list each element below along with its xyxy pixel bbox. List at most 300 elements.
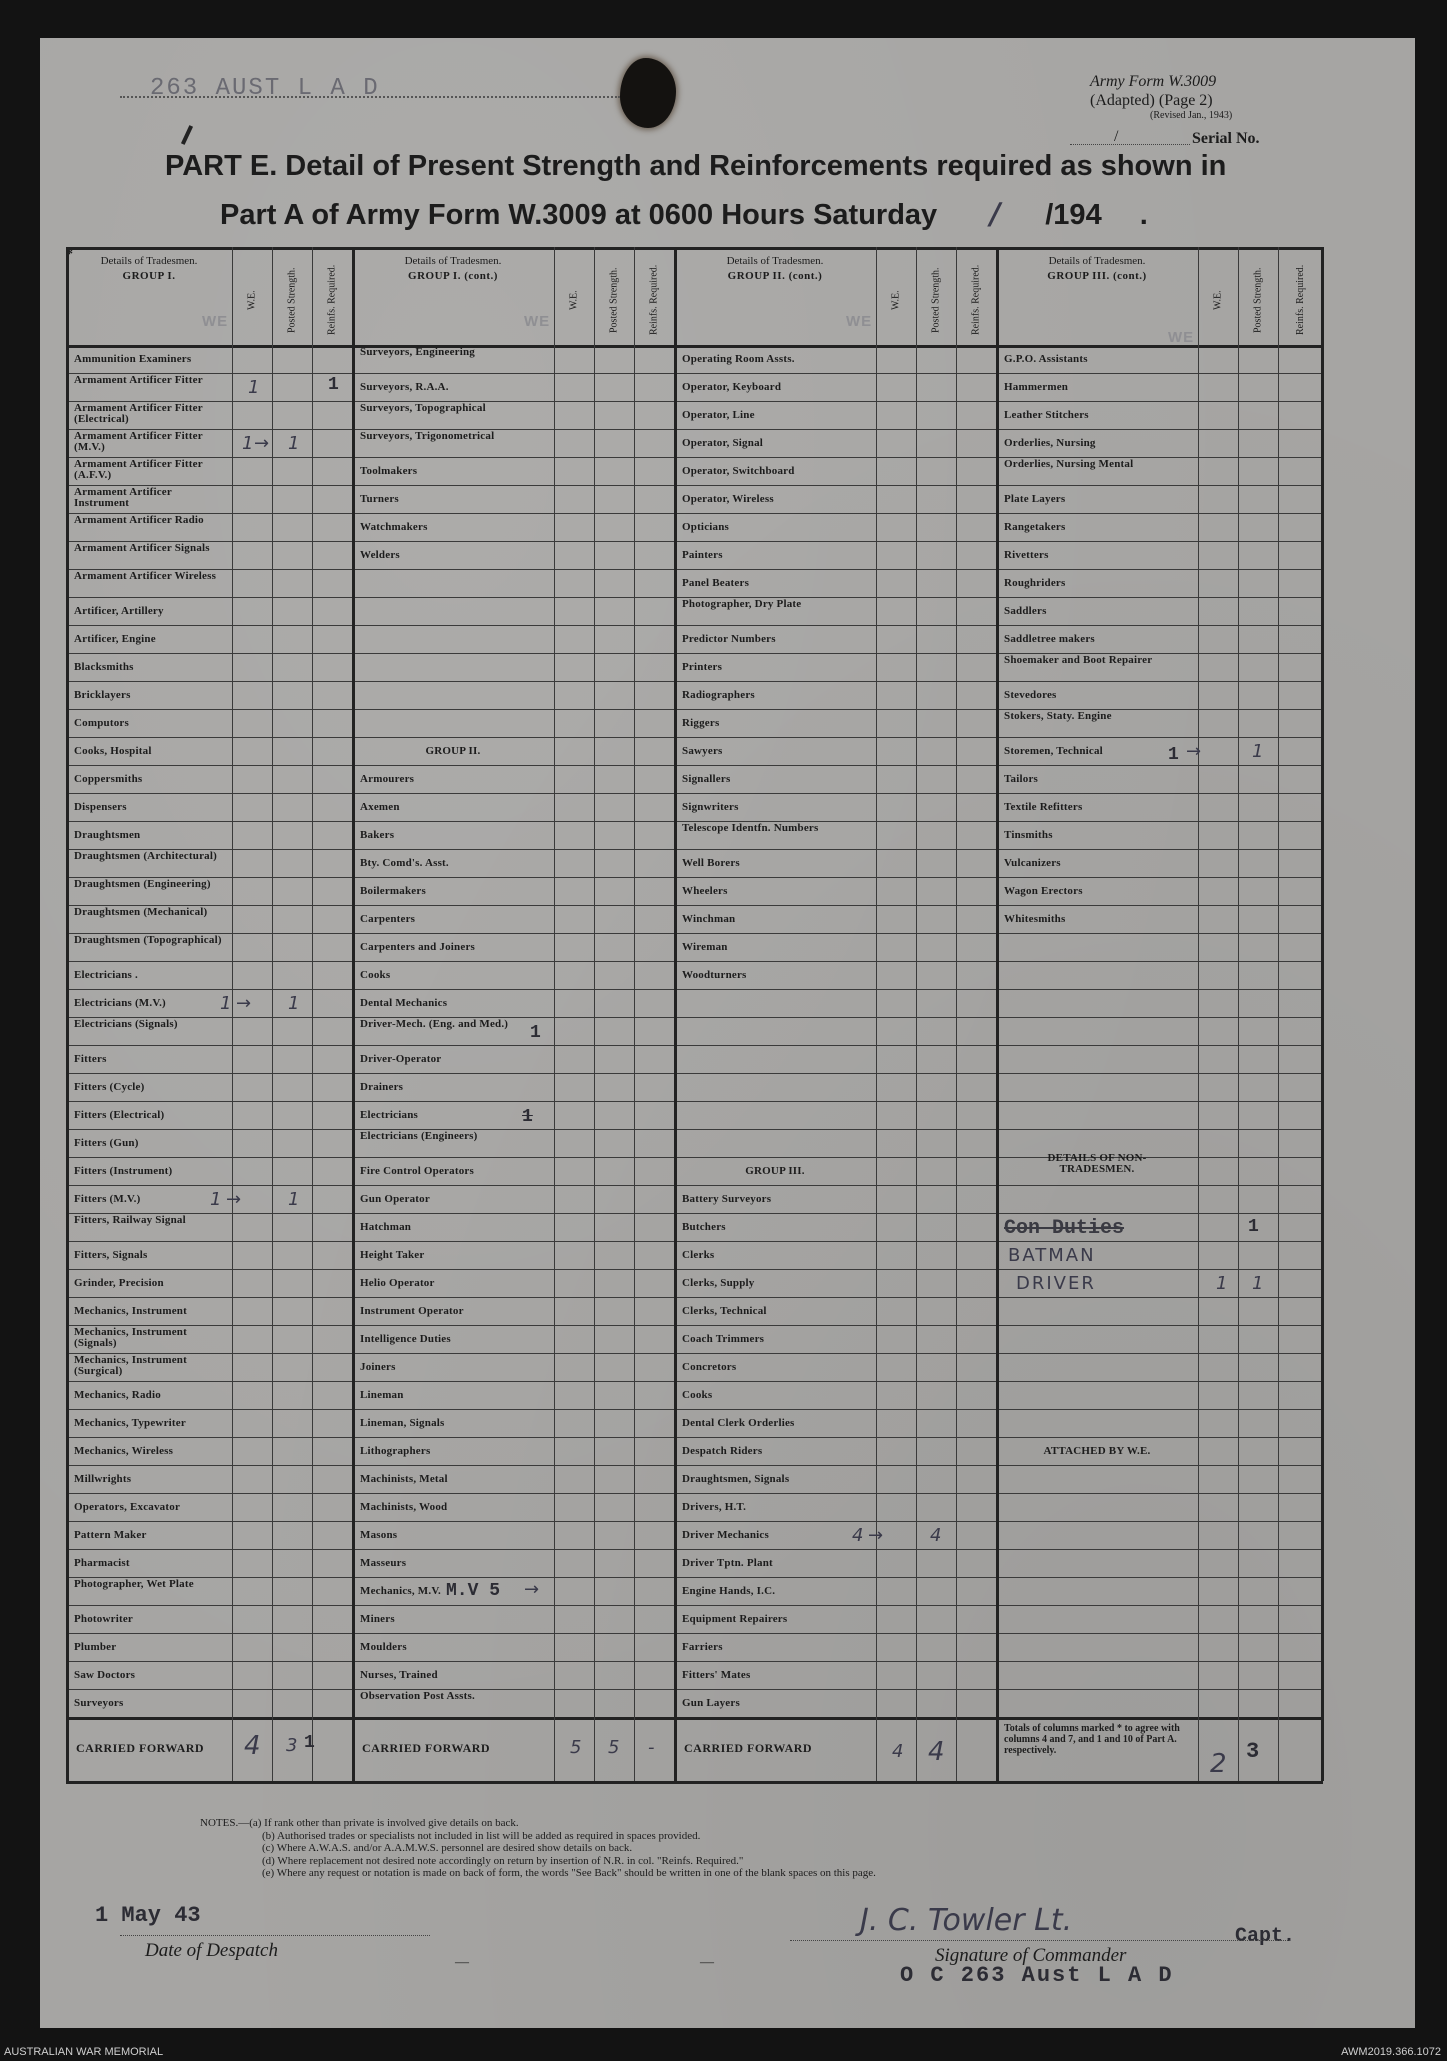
col1-row-label: Photowriter: [74, 1613, 134, 1625]
despatch-label: Date of Despatch: [145, 1940, 278, 1961]
col1-row-label: Electricians (Signals): [74, 1018, 178, 1030]
row-divider: [66, 429, 1323, 430]
entry-we: 1: [220, 993, 232, 1014]
col4-row-label: DETAILS OF NON-TRADESMEN.: [1047, 1152, 1147, 1175]
row-divider: [66, 1633, 1323, 1634]
cf-reinf: -: [648, 1737, 655, 1758]
col1-row-label: Draughtsmen: [74, 829, 141, 841]
details-of-tradesmen-label: Details of Tradesmen.: [1048, 255, 1146, 267]
col3-row-label: Coach Trimmers: [682, 1333, 765, 1345]
col2-row-label: Instrument Operator: [360, 1305, 464, 1317]
details-header: [674, 255, 876, 282]
col2-row-label: Electricians: [360, 1109, 418, 1121]
col4-row-label: Rangetakers: [1004, 521, 1066, 533]
despatch-date: 1 May 43: [95, 1903, 201, 1928]
notes-block: [200, 1817, 1320, 1880]
col1-row-label: Mechanics, Instrument (Surgical): [74, 1354, 187, 1377]
we-header: W.E.: [246, 290, 258, 310]
posted-header: Posted Strength.: [286, 267, 298, 333]
col2-row-label: Bty. Comd's. Asst.: [360, 857, 449, 869]
note-d: (d) Where replacement not desired note accordingly on return by insertion of N.R. in col. "Reinfs. Required.": [262, 1854, 744, 1867]
serial-slash: /: [1114, 128, 1119, 145]
entry-typed: M.V 5: [446, 1581, 501, 1601]
col2-row-label: Nurses, Trained: [360, 1669, 438, 1681]
row-divider: [66, 1325, 1323, 1326]
entry-handwritten: BATMAN: [1008, 1245, 1096, 1266]
details-of-tradesmen-label: Details of Tradesmen.: [100, 255, 198, 267]
col3-row-label: Predictor Numbers: [682, 633, 776, 645]
signature-label: Signature of Commander: [935, 1945, 1127, 1966]
row-divider: [66, 1101, 1323, 1102]
rank-capt: Capt.: [1235, 1925, 1296, 1948]
col1-row-label: Fitters (M.V.): [74, 1193, 141, 1205]
we-header: W.E.: [890, 290, 902, 310]
col2-row-label: Boilermakers: [360, 885, 426, 897]
col1-row-label: Mechanics, Instrument: [74, 1305, 187, 1317]
col4-row-label: G.P.O. Assistants: [1004, 353, 1088, 365]
col3-row-label: Operator, Switchboard: [682, 465, 795, 477]
col2-row-label: Joiners: [360, 1361, 396, 1373]
entry-we: 1: [248, 377, 260, 398]
col3-row-label: Signallers: [682, 773, 731, 785]
col4-row-label: ATTACHED BY W.E.: [1043, 1445, 1151, 1457]
col3-row-label: Signwriters: [682, 801, 739, 813]
col3-row-label: Despatch Riders: [682, 1445, 763, 1457]
signature-dotted-line: [790, 1940, 1290, 1941]
commander-signature: J. C. Towler Lt.: [860, 1903, 1073, 1938]
note-c: (c) Where A.W.A.S. and/or A.A.M.W.S. personnel are desired show details on back.: [262, 1842, 633, 1854]
column-divider: [66, 247, 69, 1781]
title-line-2: [220, 197, 1370, 232]
col1-row-label: Artificer, Artillery: [74, 605, 164, 617]
col4-row-label: Tailors: [1004, 773, 1039, 785]
col4-row-label: Hammermen: [1004, 381, 1069, 393]
col2-row-label: Machinists, Wood: [360, 1501, 448, 1513]
col4-row-label: Wagon Erectors: [1004, 885, 1083, 897]
column-divider: [634, 247, 635, 1781]
row-divider: [66, 1045, 1323, 1046]
col3-row-label: Clerks: [682, 1249, 715, 1261]
col3-row-label: Painters: [682, 549, 723, 561]
unit-name-typed: 263 AUST L A D: [150, 75, 380, 102]
row-divider: [66, 1353, 1323, 1354]
title-year: /194: [1045, 199, 1102, 231]
col1-row-label: Mechanics, Wireless: [74, 1445, 174, 1457]
posted-header: Posted Strength.: [608, 267, 620, 333]
col3-row-label: Cooks: [682, 1389, 713, 1401]
archive-right-label: AWM2019.366.1072: [1341, 2046, 1441, 2058]
row-divider: [66, 1269, 1323, 1270]
col1-row-label: Dispensers: [74, 801, 127, 813]
row-divider: [66, 877, 1323, 878]
carried-forward-label: CARRIED FORWARD: [684, 1741, 813, 1755]
col2-row-label: Electricians (Engineers): [360, 1130, 478, 1142]
entry-posted: 1: [1252, 741, 1264, 762]
col1-row-label: Coppersmiths: [74, 773, 143, 785]
entry-arrow: →: [868, 1525, 884, 1546]
col4-row-label: Orderlies, Nursing Mental: [1004, 458, 1134, 470]
col2-row-label: Height Taker: [360, 1249, 425, 1261]
entry-handwritten: DRIVER: [1016, 1273, 1096, 1294]
row-divider: [66, 401, 1323, 402]
row-divider: [66, 1465, 1323, 1466]
col2-row-label: Surveyors, Engineering: [360, 346, 476, 358]
col3-row-label: Concretors: [682, 1361, 737, 1373]
group-label: GROUP II. (cont.): [727, 270, 823, 282]
group-label: GROUP I.: [122, 270, 176, 282]
col3-row-label: Draughtsmen, Signals: [682, 1473, 790, 1485]
cf-reinf: 1: [304, 1733, 315, 1753]
details-of-tradesmen-label: Details of Tradesmen.: [404, 255, 502, 267]
totals-note: Totals of columns marked * to agree with columns 4 and 7, and 1 and 10 of Part A. respectively.: [1004, 1723, 1180, 1756]
col2-row-label: Surveyors, Topographical: [360, 402, 486, 414]
entry-posted: 1: [1252, 1273, 1264, 1294]
col2-row-label: Driver-Mech. (Eng. and Med.): [360, 1018, 509, 1030]
col1-row-label: Computors: [74, 717, 129, 729]
title-line-1: PART E. Detail of Present Strength and Reinforcements required as shown in: [165, 150, 1227, 182]
army-form-adapted: (Adapted) (Page 2): [1090, 92, 1213, 109]
row-divider: [66, 793, 1323, 794]
row-divider: [66, 1605, 1323, 1606]
col3-row-label: Radiographers: [682, 689, 755, 701]
col2-row-label: Turners: [360, 493, 399, 505]
details-header: [66, 255, 232, 282]
col2-row-label: Surveyors, R.A.A.: [360, 381, 449, 393]
col3-row-label: Wireman: [682, 941, 728, 953]
entry-reinf: 1: [328, 375, 339, 395]
ink-dash: —: [700, 1955, 714, 1970]
archive-footer: [0, 2043, 1447, 2061]
cf-posted: 3: [286, 1735, 298, 1756]
note-b: (b) Authorised trades or specialists not included in list will be added as required in spaces provided.: [262, 1829, 701, 1842]
row-divider: [66, 541, 1323, 542]
col4-row-label: Plate Layers: [1004, 493, 1066, 505]
details-of-tradesmen-label: Details of Tradesmen.: [726, 255, 824, 267]
col1-row-label: Mechanics, Radio: [74, 1389, 161, 1401]
col3-row-label: Telescope Identfn. Numbers: [682, 822, 819, 834]
col1-row-label: Artificer, Engine: [74, 633, 156, 645]
col1-row-label: Draughtsmen (Topographical): [74, 934, 222, 946]
oc-unit-typed: O C 263 Aust L A D: [900, 1963, 1174, 1988]
col3-row-label: GROUP III.: [745, 1165, 805, 1177]
column-divider: [312, 247, 313, 1781]
col2-row-label: Lineman: [360, 1389, 404, 1401]
army-form-number: Army Form W.3009: [1090, 73, 1217, 90]
group-label: GROUP III. (cont.): [1047, 270, 1147, 282]
col4-row-label: Vulcanizers: [1004, 857, 1061, 869]
col1-row-label: Plumber: [74, 1641, 117, 1653]
row-divider: [66, 1381, 1323, 1382]
col1-row-label: Armament Artificer Signals: [74, 542, 210, 554]
entry-arrow: →: [1186, 741, 1202, 762]
col3-row-label: Photographer, Dry Plate: [682, 598, 802, 610]
carried-forward-label: CARRIED FORWARD: [76, 1741, 205, 1755]
army-form-revised: (Revised Jan., 1943): [1150, 110, 1233, 121]
column-divider: [554, 247, 555, 1781]
row-divider: [66, 485, 1323, 486]
serial-label: Serial No.: [1192, 130, 1260, 147]
cf-posted: 3: [1246, 1739, 1260, 1764]
row-divider: [66, 1017, 1323, 1018]
col1-row-label: Armament Artificer Fitter (A.F.V.): [74, 458, 203, 481]
row-divider: [66, 1241, 1323, 1242]
despatch-dotted-line: [120, 1935, 430, 1936]
col1-row-label: Fitters (Electrical): [74, 1109, 165, 1121]
archive-left-label: AUSTRALIAN WAR MEMORIAL: [4, 2046, 164, 2058]
column-divider: [594, 247, 595, 1781]
col2-row-label: Intelligence Duties: [360, 1333, 451, 1345]
col2-row-label: Toolmakers: [360, 465, 418, 477]
col2-row-label: Armourers: [360, 773, 415, 785]
column-divider: [232, 247, 233, 1781]
col1-row-label: Draughtsmen (Mechanical): [74, 906, 208, 918]
col3-row-label: Woodturners: [682, 969, 747, 981]
row-divider: [66, 373, 1323, 374]
col1-row-label: Grinder, Precision: [74, 1277, 164, 1289]
ink-dash: —: [455, 1955, 469, 1970]
col4-row-label: Textile Refitters: [1004, 801, 1083, 813]
col3-row-label: Fitters' Mates: [682, 1669, 751, 1681]
row-divider: [66, 1297, 1323, 1298]
col2-row-label: Gun Operator: [360, 1193, 430, 1205]
cf-asterisk: *: [66, 247, 73, 262]
col3-row-label: Wheelers: [682, 885, 728, 897]
col1-row-label: Millwrights: [74, 1473, 132, 1485]
col1-row-label: Operators, Excavator: [74, 1501, 181, 1513]
col3-row-label: Operating Room Assts.: [682, 353, 795, 365]
column-divider: [996, 247, 999, 1781]
row-divider: [66, 709, 1323, 710]
entry-arrow: →: [236, 993, 252, 1014]
row-divider: [66, 849, 1323, 850]
col1-row-label: Draughtsmen (Engineering): [74, 878, 211, 890]
col2-row-label: Drainers: [360, 1081, 404, 1093]
entry-we: 1: [242, 433, 254, 454]
row-divider: [66, 1437, 1323, 1438]
row-divider: [66, 1213, 1323, 1214]
details-header: [352, 255, 554, 282]
col4-row-label: Saddletree makers: [1004, 633, 1095, 645]
row-divider: [66, 1129, 1323, 1130]
entry-arrow: →: [226, 1189, 242, 1210]
col1-row-label: Bricklayers: [74, 689, 131, 701]
we-stamp: WE: [524, 313, 551, 330]
col2-row-label: Carpenters and Joiners: [360, 941, 476, 953]
details-header: [996, 255, 1198, 282]
col3-row-label: Operator, Line: [682, 409, 755, 421]
col2-row-label: Machinists, Metal: [360, 1473, 448, 1485]
col3-row-label: Equipment Repairers: [682, 1613, 788, 1625]
col2-row-label: Lithographers: [360, 1445, 431, 1457]
col3-row-label: Operator, Keyboard: [682, 381, 782, 393]
column-divider: [674, 247, 677, 1781]
row-divider: [66, 1521, 1323, 1522]
col2-row-label: Helio Operator: [360, 1277, 435, 1289]
row-divider: [66, 933, 1323, 934]
col3-row-label: Operator, Signal: [682, 437, 764, 449]
col3-row-label: Farriers: [682, 1641, 723, 1653]
col2-row-label: Masseurs: [360, 1557, 407, 1569]
we-stamp: WE: [202, 313, 229, 330]
col4-row-label: Rivetters: [1004, 549, 1049, 561]
row-divider: [66, 1661, 1323, 1662]
row-divider: [66, 513, 1323, 514]
column-divider: [956, 247, 957, 1781]
row-divider: [66, 737, 1323, 738]
col1-row-label: Saw Doctors: [74, 1669, 136, 1681]
col2-row-label: Bakers: [360, 829, 395, 841]
col1-row-label: Armament Artificer Radio: [74, 514, 204, 526]
col3-row-label: Battery Surveyors: [682, 1193, 772, 1205]
col3-row-label: Sawyers: [682, 745, 723, 757]
col4-row-label: Tinsmiths: [1004, 829, 1053, 841]
entry-posted: 1: [288, 1189, 300, 1210]
tradesmen-table: [66, 247, 1323, 1781]
row-divider: [66, 1185, 1323, 1186]
col4-row-label: Stokers, Staty. Engine: [1004, 710, 1112, 722]
col2-row-label: Masons: [360, 1529, 398, 1541]
row-divider: [66, 569, 1323, 570]
col3-row-label: Printers: [682, 661, 723, 673]
col3-row-label: Driver Mechanics: [682, 1529, 769, 1541]
reinfs-header: Reinfs. Required.: [326, 264, 338, 336]
col4-row-label: Leather Stitchers: [1004, 409, 1089, 421]
col3-row-label: Gun Layers: [682, 1697, 740, 1709]
col1-row-label: Fitters (Gun): [74, 1137, 139, 1149]
column-divider: [1238, 247, 1239, 1781]
col1-row-label: Pattern Maker: [74, 1529, 147, 1541]
column-divider: [876, 247, 877, 1781]
cf-we: 4: [244, 1731, 261, 1761]
col3-row-label: Engine Hands, I.C.: [682, 1585, 776, 1597]
column-divider: [1198, 247, 1199, 1781]
col3-row-label: Panel Beaters: [682, 577, 750, 589]
row-divider: [66, 1073, 1323, 1074]
entry-arrow: →: [254, 433, 270, 454]
entry-we: 1: [210, 1189, 222, 1210]
col1-row-label: Electricians (M.V.): [74, 997, 166, 1009]
cf-we: 2: [1210, 1749, 1227, 1779]
col2-row-label: Dental Mechanics: [360, 997, 448, 1009]
col2-row-label: Cooks: [360, 969, 391, 981]
row-divider: [66, 961, 1323, 962]
col1-row-label: Armament Artificer Fitter (M.V.): [74, 430, 203, 453]
unit-dotted-line: [120, 96, 620, 98]
table-top-border: [66, 247, 1323, 250]
col1-row-label: Pharmacist: [74, 1557, 130, 1569]
header-bottom-border: [66, 345, 1323, 348]
row-divider: [66, 1577, 1323, 1578]
col1-row-label: Armament Artificer Instrument: [74, 486, 172, 509]
column-divider: [352, 247, 355, 1781]
carried-forward-label: CARRIED FORWARD: [362, 1741, 491, 1755]
cf-posted: 4: [928, 1737, 945, 1767]
col4-row-label: Orderlies, Nursing: [1004, 437, 1096, 449]
col2-row-label: Lineman, Signals: [360, 1417, 445, 1429]
col4-row-label: Storemen, Technical: [1004, 745, 1103, 757]
cf-we: 4: [892, 1741, 904, 1762]
col4-row-label: Roughriders: [1004, 577, 1066, 589]
col4-row-label: Whitesmiths: [1004, 913, 1066, 925]
we-header: W.E.: [568, 290, 580, 310]
entry-we: 1: [1216, 1273, 1228, 1294]
entry-mark: 1: [530, 1023, 541, 1043]
col2-row-label: Miners: [360, 1613, 395, 1625]
col1-row-label: Armament Artificer Fitter: [74, 374, 203, 386]
col1-row-label: Armament Artificer Fitter (Electrical): [74, 402, 203, 425]
col2-row-label: GROUP II.: [425, 745, 481, 757]
col3-row-label: Butchers: [682, 1221, 726, 1233]
column-divider: [916, 247, 917, 1781]
row-divider: [66, 765, 1323, 766]
col1-row-label: Surveyors: [74, 1697, 124, 1709]
col2-row-label: Welders: [360, 549, 400, 561]
cf-posted: 5: [608, 1737, 620, 1758]
col2-row-label: Hatchman: [360, 1221, 412, 1233]
army-form-block: [1080, 72, 1380, 122]
col1-row-label: Fitters: [74, 1053, 107, 1065]
table-bottom-border: [66, 1781, 1323, 1784]
entry-we: 1: [1168, 745, 1179, 765]
row-divider: [66, 905, 1323, 906]
col3-row-label: Dental Clerk Orderlies: [682, 1417, 795, 1429]
note-e: (e) Where any request or notation is made on back of form, the words "See Back" should be written in one of the blank spaces on this page.: [262, 1867, 876, 1879]
col2-row-label: Surveyors, Trigonometrical: [360, 430, 495, 442]
col3-row-label: Operator, Wireless: [682, 493, 774, 505]
we-header: W.E.: [1212, 290, 1224, 310]
col1-row-label: Mechanics, Instrument (Signals): [74, 1326, 187, 1349]
we-stamp: WE: [1168, 329, 1195, 346]
row-divider: [66, 1549, 1323, 1550]
col3-row-label: Clerks, Supply: [682, 1277, 755, 1289]
reinfs-header: Reinfs. Required.: [970, 264, 982, 336]
column-divider: [1278, 247, 1279, 1781]
col2-row-label: Mechanics, M.V.: [360, 1585, 442, 1597]
row-divider: [66, 457, 1323, 458]
col3-row-label: Driver Tptn. Plant: [682, 1557, 773, 1569]
entry-we: 4: [852, 1525, 864, 1546]
col1-row-label: Fitters, Signals: [74, 1249, 148, 1261]
we-stamp: WE: [846, 313, 873, 330]
col3-row-label: Clerks, Technical: [682, 1305, 767, 1317]
col2-row-label: Axemen: [360, 801, 400, 813]
col1-row-label: Fitters, Railway Signal: [74, 1214, 186, 1226]
col4-row-label: Stevedores: [1004, 689, 1057, 701]
col2-row-label: Fire Control Operators: [360, 1165, 474, 1177]
col2-row-label: Carpenters: [360, 913, 416, 925]
entry-mark: 1: [522, 1107, 533, 1127]
col1-row-label: Fitters (Instrument): [74, 1165, 173, 1177]
entry-reinf: 1: [1248, 1217, 1259, 1237]
col1-row-label: Photographer, Wet Plate: [74, 1578, 194, 1590]
col1-row-label: Mechanics, Typewriter: [74, 1417, 186, 1429]
col1-row-label: Cooks, Hospital: [74, 745, 152, 757]
entry-posted: 1: [288, 433, 300, 454]
col2-row-label: Watchmakers: [360, 521, 428, 533]
title-line-2-text: Part A of Army Form W.3009 at 0600 Hours Saturday: [220, 199, 938, 231]
col4-row-label: Saddlers: [1004, 605, 1047, 617]
col1-row-label: Ammunition Examiners: [74, 353, 192, 365]
col1-row-label: Armament Artificer Wireless: [74, 570, 217, 582]
col3-row-label: Riggers: [682, 717, 720, 729]
table-right-border: [1321, 247, 1324, 1781]
col1-row-label: Draughtsmen (Architectural): [74, 850, 217, 862]
entry-posted: 1: [288, 993, 300, 1014]
row-divider: [66, 1409, 1323, 1410]
row-divider: [66, 1493, 1323, 1494]
burn-hole: [620, 58, 676, 128]
col1-row-label: Electricians .: [74, 969, 138, 981]
